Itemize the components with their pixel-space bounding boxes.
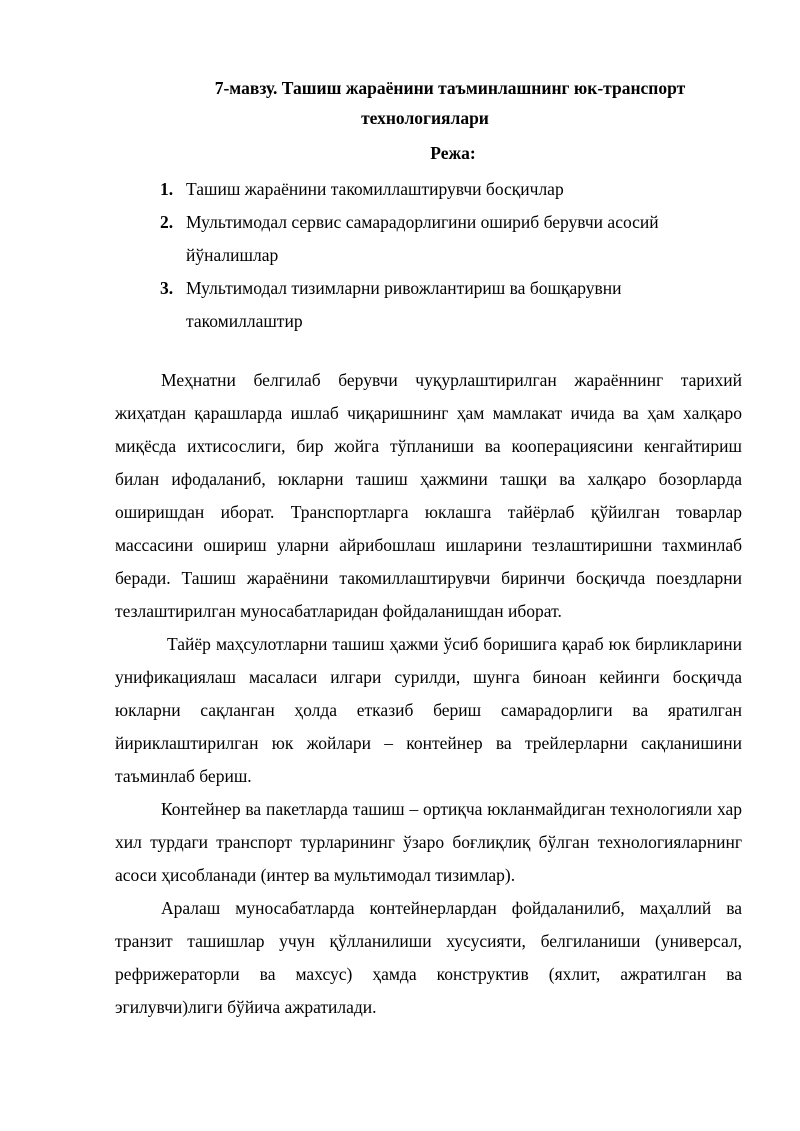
plan-item xyxy=(160,272,740,338)
body-text xyxy=(115,364,742,1024)
plan-list xyxy=(160,173,740,338)
plan-item-number: 1. xyxy=(160,179,174,199)
document-title-line-2: технологиялари xyxy=(361,108,489,128)
plan-item-text: Мультимодал тизимларни ривожлантириш ва бошқарувни такомиллаштир xyxy=(186,278,622,331)
plan-heading: Режа: xyxy=(430,143,476,163)
plan-item-number: 2. xyxy=(160,212,174,232)
paragraph: Аралаш муносабатларда контейнерлардан фойдаланилиб, маҳаллий ва транзит ташишлар учун қўлланилиши хусусияти, белгиланиши (универсал, рефрижераторли ва махсус) ҳамда конструктив (яхлит, ажратилган ва эгилувчи)лиги бўйича ажратилади. xyxy=(115,898,742,1017)
paragraph: Меҳнатни белгилаб берувчи чуқурлаштирилган жараённинг тарихий жиҳатдан қарашларда ишлаб чиқаришнинг ҳам мамлакат ичида ва ҳам халқаро миқёсда ихтисослиги, бир жойга тўпланиши ва кооперациясини кенгайтириш билан ифодаланиб, юкларни ташиш ҳажмини ташқи ва халқаро бозорларда оширишдан иборат. Транспортларга юклашга тайёрлаб қўйилган товарлар массасини ошириш уларни айрибошлаш ишларини тезлаштиришни тахминлаб беради. Ташиш жараёнини такомиллаштирувчи биринчи босқичда поездларни тезлаштирилган муносабатларидан фойдаланишдан иборат. xyxy=(115,370,742,621)
plan-item xyxy=(160,206,740,272)
plan-item xyxy=(160,173,740,206)
paragraph: Тайёр маҳсулотларни ташиш ҳажми ўсиб боришига қараб юк бирликларини унификациялаш масаласи илгари сурилди, шунга биноан кейинги босқичда юкларни сақланган ҳолда етказиб бериш самарадорлиги ва яратилган йириклаштирилган юк жойлари – контейнер ва трейлерларни сақланишини таъминлаб бериш. xyxy=(115,634,742,786)
plan-item-text: Мультимодал сервис самарадорлигини ошириб берувчи асосий йўналишлар xyxy=(186,212,659,265)
document-title-line-1: 7-мавзу. Ташиш жараёнини таъминлашнинг юк-транспорт xyxy=(214,78,686,98)
plan-item-number: 3. xyxy=(160,278,174,298)
plan-item-text: Ташиш жараёнини такомиллаштирувчи босқичлар xyxy=(186,179,564,199)
paragraph: Контейнер ва пакетларда ташиш – ортиқча юкланмайдиган технологияли хар хил турдаги транспорт турларининг ўзаро боғлиқлиқ бўлган технологияларнинг асоси ҳисобланади (интер ва мультимодал тизимлар). xyxy=(115,799,742,885)
